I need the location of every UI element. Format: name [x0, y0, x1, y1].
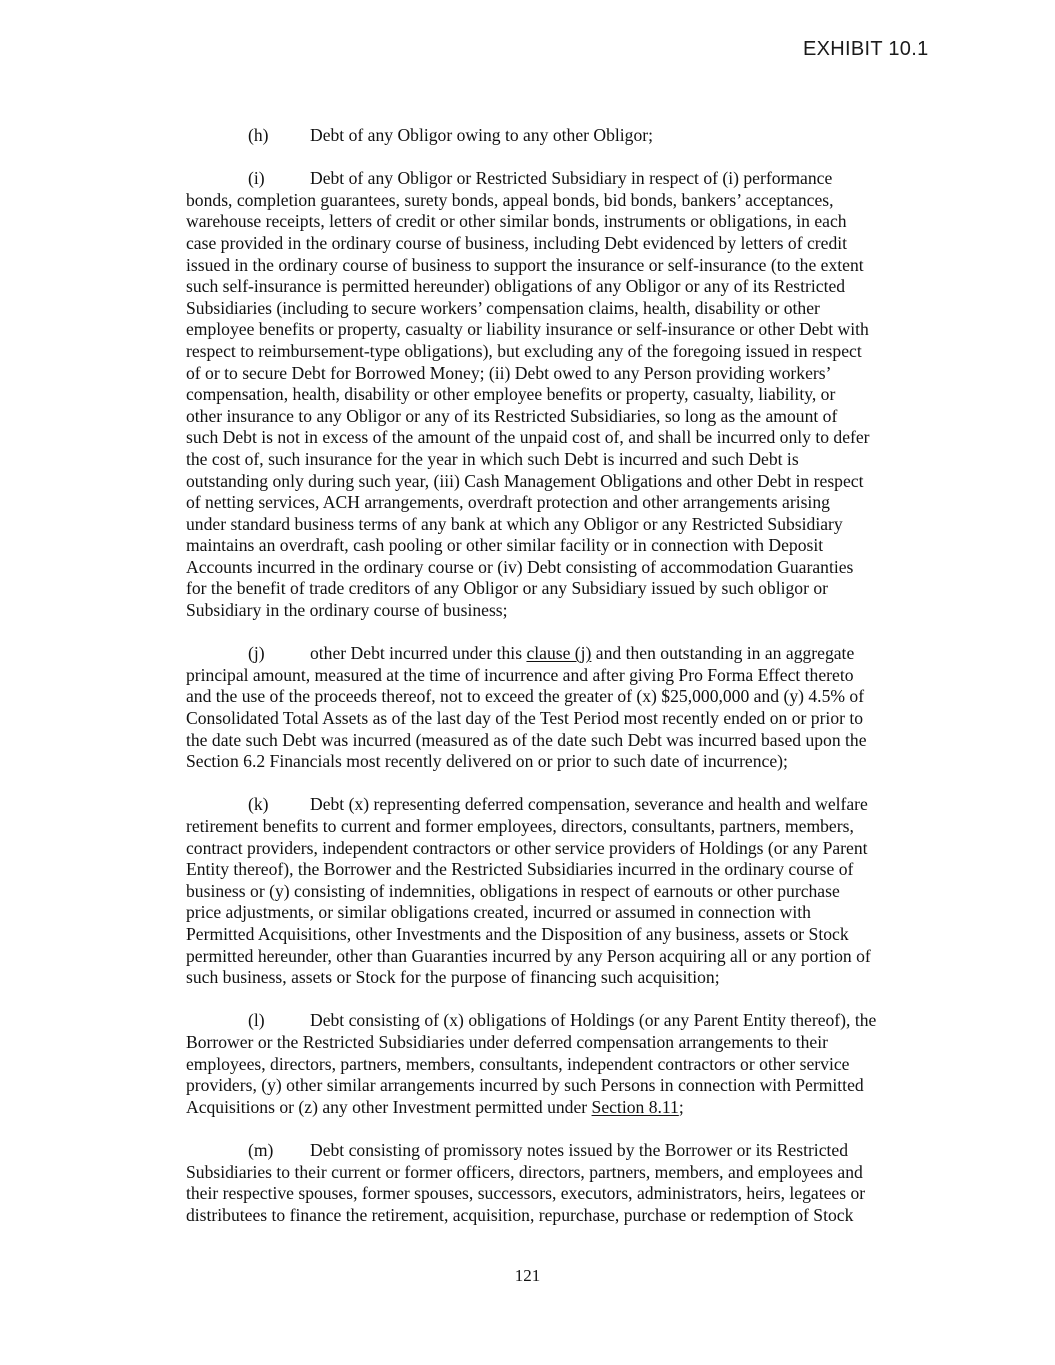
clause-text: Debt of any Obligor owing to any other Obligor;	[310, 125, 654, 145]
clause-label: (h)	[248, 125, 269, 145]
clause-text: and then outstanding in an aggregate	[591, 643, 855, 664]
clause-line: permitted hereunder, other than Guaranties incurred by any Person acquiring all or any portion of	[186, 945, 871, 966]
clause-last-line	[186, 1097, 946, 1119]
clause-j	[186, 643, 946, 773]
clause-line: issued in the ordinary course of business to support the insurance or self-insurance (to the extent	[186, 254, 864, 275]
clause-line: Permitted Acquisitions, other Investments and the Disposition of any business, assets or Stock	[186, 923, 849, 944]
clause-line: retirement benefits to current and former employees, directors, consultants, partners, members,	[186, 816, 854, 836]
clause-line: such business, assets or Stock for the purpose of financing such acquisition;	[186, 967, 720, 988]
clause-line: Subsidiaries to their current or former officers, directors, partners, members, and employees and	[186, 1161, 863, 1182]
clause-text: ;	[678, 1096, 684, 1117]
clause-label: (j)	[248, 643, 265, 664]
clause-first-line	[186, 1010, 946, 1032]
clause-j-reference-link[interactable]: clause (j)	[526, 643, 592, 664]
clause-first-line	[186, 643, 946, 665]
clause-line: Section 6.2 Financials most recently delivered on or prior to such date of incurrence);	[186, 751, 788, 772]
clause-l	[186, 1010, 946, 1118]
clause-line: for the benefit of trade creditors of any Obligor or any Subsidiary issued by such obligor or	[186, 578, 829, 599]
clause-text: Debt consisting of promissory notes issued by the Borrower or its Restricted	[310, 1139, 849, 1160]
clause-line: employee benefits or property, casualty or liability insurance or self-insurance or other Debt with	[186, 319, 869, 340]
section-8-11-reference-link[interactable]: Section 8.11	[591, 1096, 679, 1117]
clause-line: other insurance to any Obligor or any of its Restricted Subsidiaries, so long as the amount of	[186, 405, 838, 426]
clause-line: contract providers, independent contractors or other service providers of Holdings (or any Parent	[186, 837, 868, 858]
clause-label: (l)	[248, 1010, 265, 1031]
clause-line: and the use of the proceeds thereof, not to exceed the greater of (x) $25,000,000 and (y) 4.5% of	[186, 686, 865, 707]
clause-line: Accounts incurred in the ordinary course or (iv) Debt consisting of accommodation Guaranties	[186, 556, 854, 577]
clause-line: case provided in the ordinary course of business, including Debt evidenced by letters of credit	[186, 232, 848, 253]
clause-line: employees, directors, partners, members, consultants, independent contractors or other service	[186, 1053, 850, 1074]
clause-line: of or to secure Debt for Borrowed Money; (ii) Debt owed to any Person providing workers’	[186, 362, 832, 383]
document-body	[186, 125, 946, 1248]
clause-line: distributees to finance the retirement, acquisition, repurchase, purchase or redemption of Stock	[186, 1204, 854, 1225]
clause-line: bonds, completion guarantees, surety bonds, appeal bonds, bid bonds, bankers’ acceptances,	[186, 189, 834, 210]
clause-line: under standard business terms of any bank at which any Obligor or any Restricted Subsidiary	[186, 513, 843, 534]
clause-line: Subsidiaries (including to secure workers’ compensation claims, health, disability or other	[186, 297, 820, 318]
clause-text: Debt of any Obligor or Restricted Subsidiary in respect of (i) performance	[310, 168, 833, 189]
clause-line: such self-insurance is permitted hereunder) obligations of any Obligor or any of its Restricted	[186, 276, 846, 297]
clause-first-line	[186, 168, 946, 190]
clause-text: Acquisitions or (z) any other Investment permitted under	[186, 1096, 592, 1117]
clause-line: outstanding only during such year, (iii) Cash Management Obligations and other Debt in respect	[186, 470, 864, 491]
clause-text: other Debt incurred under this	[310, 643, 527, 664]
clause-line: of netting services, ACH arrangements, overdraft protection and other arrangements arising	[186, 492, 830, 513]
clause-line: respect to reimbursement-type obligations), but excluding any of the foregoing issued in respect	[186, 340, 862, 361]
clause-k	[186, 794, 946, 988]
clause-line: warehouse receipts, letters of credit or other similar bonds, instruments or obligations, in each	[186, 211, 847, 232]
clause-label: (m)	[248, 1139, 274, 1160]
clause-label: (k)	[248, 794, 269, 815]
clause-first-line	[186, 1140, 946, 1162]
clause-line: Consolidated Total Assets as of the last day of the Test Period most recently ended on or prior to	[186, 708, 864, 729]
clause-line: compensation, health, disability or other employee benefits or property, casualty, liability, or	[186, 384, 836, 405]
clause-m	[186, 1140, 946, 1226]
clause-label: (i)	[248, 168, 265, 189]
clause-line: Subsidiary in the ordinary course of business;	[186, 600, 508, 621]
clause-i	[186, 168, 946, 621]
clause-line: price adjustments, or similar obligations created, incurred or assumed in connection with	[186, 902, 811, 923]
clause-text: Debt (x) representing deferred compensation, severance and health and welfare	[310, 794, 868, 815]
page-number: 121	[514, 1266, 541, 1285]
clause-line: the cost of, such insurance for the year in which such Debt is incurred and such Debt is	[186, 448, 799, 469]
clause-h	[186, 125, 946, 147]
clause-line: the date such Debt was incurred (measured as of the date such Debt was incurred based upon the	[186, 729, 867, 750]
clause-line: their respective spouses, former spouses, successors, executors, administrators, heirs, legatees or	[186, 1183, 866, 1204]
clause-line: such Debt is not in excess of the amount of the unpaid cost of, and shall be incurred only to defer	[186, 427, 870, 448]
clause-first-line	[186, 794, 946, 816]
clause-line: maintains an overdraft, cash pooling or other similar facility or in connection with Deposit	[186, 535, 824, 556]
clause-line: principal amount, measured at the time of incurrence and after giving Pro Forma Effect thereto	[186, 664, 854, 685]
clause-line: Borrower or the Restricted Subsidiaries under deferred compensation arrangements to their	[186, 1031, 828, 1052]
clause-line: business or (y) consisting of indemnities, obligations in respect of earnouts or other purchase	[186, 880, 840, 901]
clause-first-line	[186, 125, 946, 147]
clause-text: Debt consisting of (x) obligations of Holdings (or any Parent Entity thereof), the	[310, 1010, 877, 1031]
exhibit-label: EXHIBIT 10.1	[803, 38, 929, 60]
clause-line: Entity thereof), the Borrower and the Restricted Subsidiaries incurred in the ordinary course of	[186, 859, 854, 880]
clause-line: providers, (y) other similar arrangements incurred by such Persons in connection with Permitted	[186, 1075, 864, 1096]
